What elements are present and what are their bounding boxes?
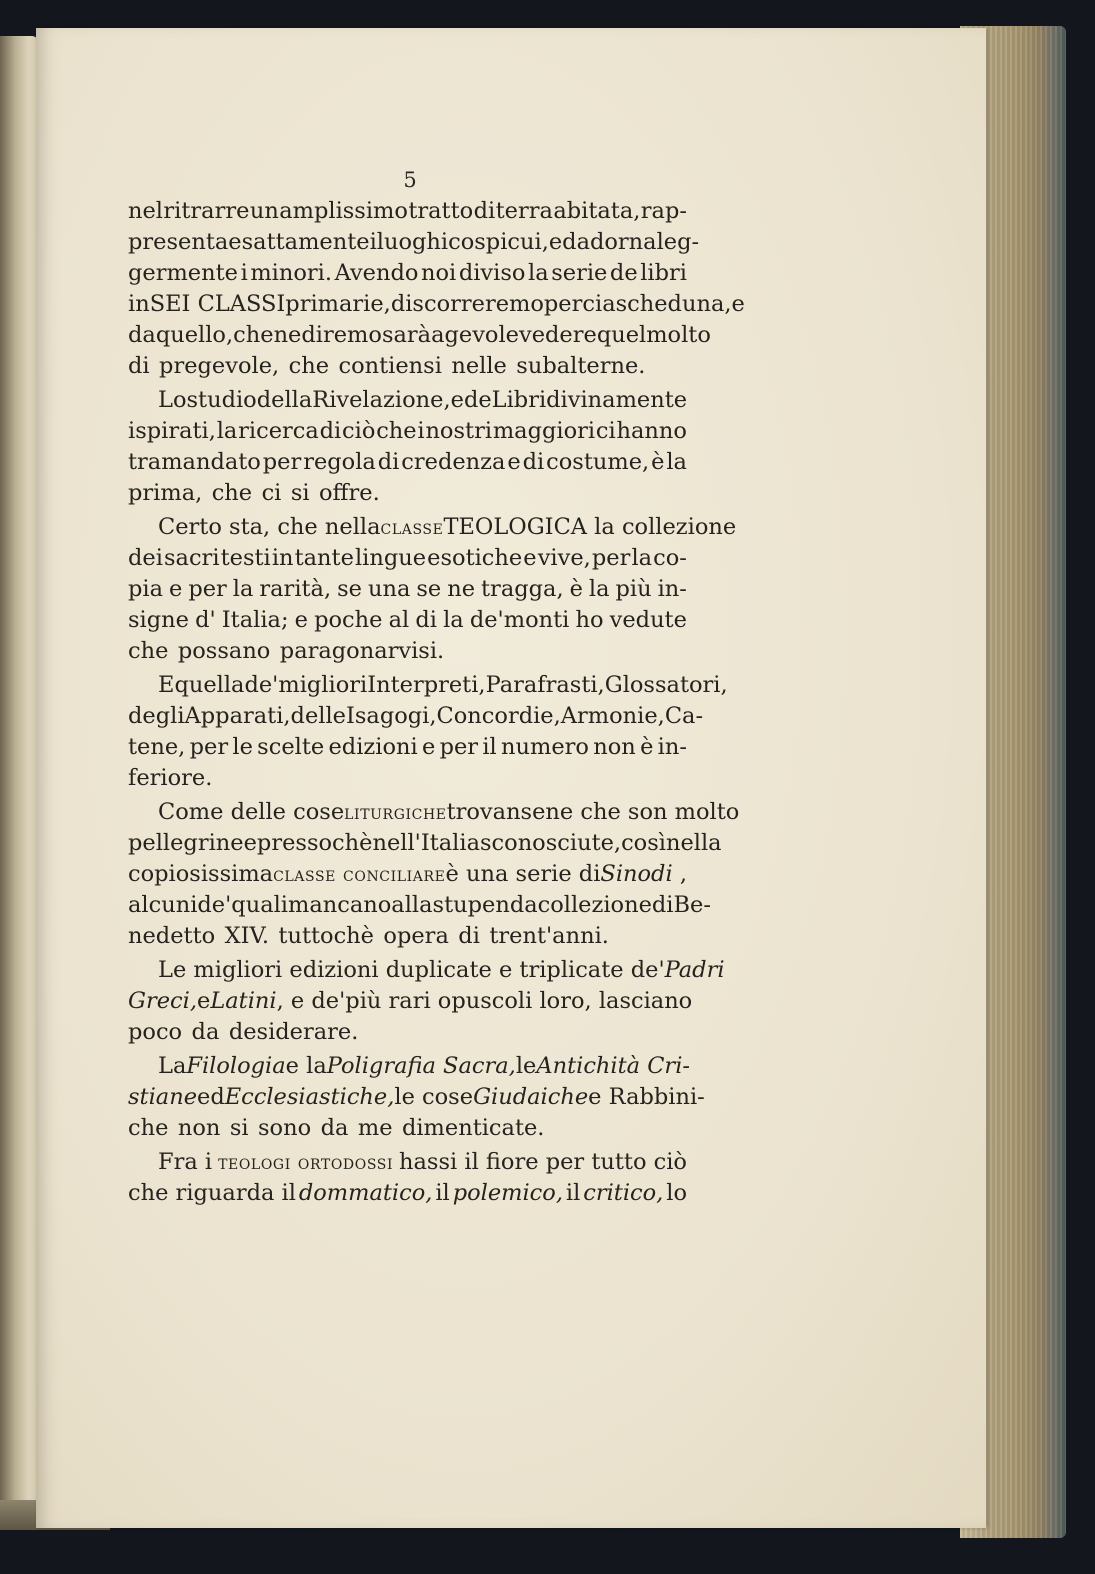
word: e bbox=[243, 830, 257, 856]
word: dimenticate. bbox=[401, 1115, 545, 1141]
word: diviso bbox=[458, 260, 526, 286]
word: terra bbox=[495, 198, 553, 224]
word: e bbox=[450, 387, 464, 413]
text-line bbox=[128, 351, 687, 382]
text-line bbox=[128, 1082, 705, 1113]
word: di bbox=[458, 923, 480, 949]
word: collezione bbox=[537, 892, 652, 918]
word: un bbox=[249, 198, 279, 224]
text-line bbox=[128, 797, 740, 828]
word: E bbox=[158, 672, 175, 698]
word: esattamente bbox=[228, 229, 370, 255]
word: nostri bbox=[425, 418, 493, 444]
small-caps-term: teologi ortodossi bbox=[218, 1150, 394, 1174]
word: cospicui, bbox=[448, 229, 549, 255]
word: primarie, bbox=[285, 291, 391, 317]
word: tante bbox=[294, 545, 354, 571]
word: al bbox=[388, 607, 410, 633]
word: da bbox=[320, 1115, 349, 1141]
word: così bbox=[621, 830, 666, 856]
word: Italia; bbox=[221, 607, 289, 633]
text-segment: le bbox=[515, 1053, 537, 1079]
word: quello, bbox=[155, 322, 234, 348]
word: tragga, bbox=[481, 576, 564, 602]
text-line bbox=[128, 1113, 687, 1144]
text-line bbox=[128, 1017, 687, 1048]
word: pregevole, bbox=[159, 353, 280, 379]
word: e bbox=[169, 576, 183, 602]
word: studio bbox=[186, 387, 257, 413]
word: de bbox=[609, 260, 638, 286]
italic-term: Filologia bbox=[186, 1053, 286, 1079]
paragraph-1 bbox=[128, 196, 745, 382]
text-segment: che riguarda il bbox=[128, 1180, 296, 1206]
word: in- bbox=[657, 734, 687, 760]
italic-term: Greci, bbox=[128, 988, 197, 1014]
word: divinamente bbox=[546, 387, 688, 413]
word: non bbox=[177, 1115, 221, 1141]
text-segment: lo bbox=[666, 1180, 687, 1206]
word: tene, bbox=[128, 734, 186, 760]
word: per bbox=[188, 576, 227, 602]
word: de'monti bbox=[469, 607, 570, 633]
word: la bbox=[528, 260, 549, 286]
word: degli bbox=[128, 703, 185, 729]
word: paragonarvisi. bbox=[279, 638, 445, 664]
text-line bbox=[128, 258, 687, 289]
word: in bbox=[271, 545, 294, 571]
text-segment: TEOLOGICA la collezione bbox=[443, 514, 737, 540]
word: e bbox=[507, 449, 521, 475]
word: d' bbox=[195, 607, 216, 633]
word: nell'Italia bbox=[372, 830, 480, 856]
word: e bbox=[294, 607, 308, 633]
word: è bbox=[640, 734, 654, 760]
word: da bbox=[128, 322, 156, 348]
word: Isagogi, bbox=[345, 703, 437, 729]
word: pellegrine bbox=[128, 830, 244, 856]
word: si bbox=[290, 480, 310, 506]
word: maggiori bbox=[492, 418, 596, 444]
word: diremo bbox=[301, 322, 382, 348]
word: per bbox=[189, 734, 229, 760]
italic-term: Sinodi bbox=[600, 861, 673, 887]
word: ciascheduna, bbox=[582, 291, 732, 317]
text-line bbox=[128, 416, 687, 447]
text-segment: le cose bbox=[394, 1084, 474, 1110]
word: quella bbox=[174, 672, 245, 698]
word: noi bbox=[421, 260, 457, 286]
small-caps-term: classe bbox=[380, 515, 444, 539]
word: pressochè bbox=[256, 830, 373, 856]
word: Armonie, bbox=[560, 703, 665, 729]
text-segment: Certo sta, che nella bbox=[158, 514, 381, 540]
word: ed bbox=[548, 229, 577, 255]
word: de'migliori bbox=[244, 672, 368, 698]
paragraph-2 bbox=[128, 385, 687, 509]
word: desiderare. bbox=[228, 1019, 359, 1045]
italic-term: Padri bbox=[664, 957, 725, 983]
text-segment: ed bbox=[197, 1084, 225, 1110]
word: feriore. bbox=[128, 765, 213, 791]
word: per bbox=[262, 449, 302, 475]
word: vedute bbox=[609, 607, 687, 633]
word: Parafrasti, bbox=[485, 672, 605, 698]
word: una bbox=[367, 576, 411, 602]
word: Be- bbox=[673, 892, 711, 918]
text-line bbox=[128, 543, 687, 574]
word: lingue bbox=[354, 545, 427, 571]
word: nedetto bbox=[128, 923, 216, 949]
word: ciò bbox=[342, 418, 376, 444]
text-line bbox=[128, 701, 704, 732]
word: Glossatori, bbox=[604, 672, 728, 698]
text-line bbox=[128, 828, 722, 859]
text-line bbox=[128, 1051, 690, 1082]
word: che bbox=[233, 322, 274, 348]
word: co- bbox=[653, 545, 687, 571]
text-line bbox=[128, 196, 687, 227]
word: la bbox=[631, 545, 653, 571]
word: pia bbox=[128, 576, 164, 602]
word: regola bbox=[303, 449, 376, 475]
text-line bbox=[128, 636, 687, 667]
text-line bbox=[128, 1178, 687, 1209]
word: sono bbox=[258, 1115, 312, 1141]
word: la bbox=[232, 576, 254, 602]
word: amplissimo bbox=[279, 198, 408, 224]
text-segment: e Rabbini- bbox=[588, 1084, 705, 1110]
text-segment: e la bbox=[285, 1053, 327, 1079]
word: quel bbox=[596, 322, 647, 348]
word: per bbox=[439, 734, 479, 760]
word: più bbox=[615, 576, 652, 602]
italic-term: Giudaiche bbox=[473, 1084, 589, 1110]
italic-term: Poligrafia Sacra, bbox=[326, 1053, 516, 1079]
text-line bbox=[128, 385, 687, 416]
word: la bbox=[666, 449, 687, 475]
word: Ca- bbox=[664, 703, 704, 729]
word: che bbox=[211, 480, 253, 506]
italic-term: polemico, bbox=[452, 1180, 563, 1206]
word: stupenda bbox=[432, 892, 538, 918]
word: possano bbox=[177, 638, 271, 664]
word: costume, bbox=[546, 449, 650, 475]
word: se bbox=[337, 576, 362, 602]
text-line bbox=[128, 1147, 687, 1178]
word: di bbox=[377, 449, 400, 475]
italic-term: Latini bbox=[210, 988, 277, 1014]
word: edizioni bbox=[328, 734, 418, 760]
word: mancano bbox=[288, 892, 392, 918]
word: minori. bbox=[250, 260, 333, 286]
word: SEI CLASSI bbox=[149, 291, 286, 317]
text-line bbox=[128, 227, 700, 258]
text-line bbox=[128, 289, 745, 320]
word: che bbox=[128, 638, 169, 664]
word: sacri bbox=[164, 545, 220, 571]
word: presenta bbox=[128, 229, 229, 255]
word: germente bbox=[128, 260, 238, 286]
word: XIV. bbox=[224, 923, 269, 949]
word: trent'anni. bbox=[489, 923, 609, 949]
text-segment: , e de'più rari opuscoli loro, lasciano bbox=[276, 988, 693, 1014]
word: ci bbox=[261, 480, 282, 506]
text-segment: La bbox=[158, 1053, 187, 1079]
text-line bbox=[128, 605, 687, 636]
word: Concordie, bbox=[436, 703, 561, 729]
text-segment: è una serie di bbox=[445, 861, 601, 887]
word: dei bbox=[128, 545, 163, 571]
word: signe bbox=[128, 607, 189, 633]
text-line bbox=[128, 890, 711, 921]
word: testi bbox=[220, 545, 271, 571]
word: i bbox=[369, 229, 377, 255]
paragraph-3 bbox=[128, 512, 737, 667]
word: la bbox=[443, 607, 464, 633]
text-segment: Le migliori edizioni duplicate e triplicate de' bbox=[158, 957, 665, 983]
word: Libri bbox=[491, 387, 547, 413]
text-line bbox=[128, 921, 687, 952]
word: alla bbox=[391, 892, 433, 918]
word: la bbox=[216, 418, 238, 444]
word: se bbox=[416, 576, 442, 602]
word: scelte bbox=[257, 734, 325, 760]
paragraph-6 bbox=[128, 955, 725, 1048]
word: per bbox=[591, 545, 631, 571]
text-line bbox=[128, 512, 737, 543]
word: Avendo bbox=[334, 260, 419, 286]
word: ci bbox=[595, 418, 616, 444]
word: rap- bbox=[640, 198, 687, 224]
text-segment: Come delle cose bbox=[158, 799, 345, 825]
italic-term: Ecclesiastiche, bbox=[224, 1084, 395, 1110]
text-line bbox=[128, 732, 687, 763]
word: tratto bbox=[408, 198, 474, 224]
word: alcuni bbox=[128, 892, 198, 918]
word: opera bbox=[383, 923, 449, 949]
text-line bbox=[128, 859, 687, 890]
word: agevole bbox=[431, 322, 519, 348]
word: numero bbox=[501, 734, 589, 760]
word: ispirati, bbox=[128, 418, 216, 444]
word: in bbox=[128, 291, 150, 317]
word: Apparati, bbox=[184, 703, 291, 729]
word: ritrarre bbox=[163, 198, 250, 224]
word: tuttochè bbox=[278, 923, 374, 949]
small-caps-term: classe conciliare bbox=[273, 862, 446, 886]
text-segment: il bbox=[565, 1180, 581, 1206]
word: di bbox=[128, 353, 150, 379]
word: e bbox=[731, 291, 745, 317]
italic-term: critico, bbox=[583, 1180, 664, 1206]
word: e bbox=[421, 734, 436, 760]
word: Rivelazione, bbox=[312, 387, 451, 413]
word: offre. bbox=[319, 480, 380, 506]
word: abitata, bbox=[553, 198, 641, 224]
text-segment: copiosissima bbox=[128, 861, 274, 887]
book-page bbox=[36, 28, 986, 1528]
word: vive, bbox=[537, 545, 591, 571]
word: la bbox=[588, 576, 610, 602]
text-segment: hassi il fiore per tutto ciò bbox=[399, 1149, 687, 1175]
word: da bbox=[191, 1019, 220, 1045]
word: per bbox=[543, 291, 583, 317]
word: hanno bbox=[616, 418, 687, 444]
word: di bbox=[415, 607, 437, 633]
word: non bbox=[593, 734, 636, 760]
page-number: 5 bbox=[403, 168, 417, 192]
word: che bbox=[128, 1115, 169, 1141]
word: nelle bbox=[451, 353, 507, 379]
word: sarà bbox=[381, 322, 432, 348]
word: che bbox=[376, 418, 417, 444]
word: ne bbox=[273, 322, 302, 348]
text-segment: e bbox=[197, 988, 211, 1014]
word: sconosciute, bbox=[480, 830, 622, 856]
word: i bbox=[240, 260, 248, 286]
word: serie bbox=[551, 260, 608, 286]
word: de'quali bbox=[197, 892, 288, 918]
word: vedere bbox=[518, 322, 597, 348]
word: delle bbox=[290, 703, 346, 729]
word: rarità, bbox=[259, 576, 332, 602]
word: è bbox=[651, 449, 665, 475]
paragraph-7 bbox=[128, 1051, 705, 1144]
text-line bbox=[128, 320, 711, 351]
small-caps-term: liturgiche bbox=[344, 800, 447, 824]
body-text bbox=[128, 196, 745, 1212]
word: tramandato bbox=[128, 449, 261, 475]
text-line bbox=[128, 574, 687, 605]
word: di bbox=[651, 892, 674, 918]
word: discorreremo bbox=[390, 291, 544, 317]
word: di bbox=[319, 418, 342, 444]
word: poco bbox=[128, 1019, 183, 1045]
word: che bbox=[288, 353, 330, 379]
word: subalterne. bbox=[516, 353, 646, 379]
word: poche bbox=[314, 607, 383, 633]
word: di bbox=[522, 449, 545, 475]
word: libri bbox=[640, 260, 687, 286]
text-line bbox=[128, 763, 687, 794]
text-segment: trovansene che son molto bbox=[446, 799, 740, 825]
paragraph-8 bbox=[128, 1147, 687, 1209]
word: di bbox=[473, 198, 496, 224]
text-line bbox=[128, 478, 687, 509]
word: ne bbox=[447, 576, 476, 602]
word: molto bbox=[646, 322, 711, 348]
text-segment: Fra i bbox=[158, 1149, 213, 1175]
text-segment: il bbox=[435, 1180, 450, 1206]
italic-term: stiane bbox=[128, 1084, 198, 1110]
text-line bbox=[128, 955, 725, 986]
word: adorna bbox=[576, 229, 657, 255]
left-page-edge bbox=[0, 36, 38, 1530]
word: credenza bbox=[401, 449, 506, 475]
word: esotiche bbox=[427, 545, 523, 571]
word: me bbox=[357, 1115, 393, 1141]
word: il bbox=[482, 734, 497, 760]
word: è bbox=[569, 576, 583, 602]
word: nel bbox=[128, 198, 164, 224]
word: i bbox=[417, 418, 425, 444]
word: e bbox=[523, 545, 537, 571]
word: della bbox=[256, 387, 313, 413]
text-line bbox=[128, 447, 687, 478]
word: prima, bbox=[128, 480, 203, 506]
word: in- bbox=[657, 576, 687, 602]
paragraph-5 bbox=[128, 797, 740, 952]
italic-term: Antichità Cri- bbox=[536, 1053, 690, 1079]
word: de bbox=[463, 387, 492, 413]
word: nella bbox=[665, 830, 722, 856]
text-line bbox=[128, 670, 728, 701]
word: ricerca bbox=[238, 418, 319, 444]
word: si bbox=[229, 1115, 249, 1141]
text-line bbox=[128, 986, 693, 1017]
italic-term: dommatico, bbox=[298, 1180, 433, 1206]
word: leg- bbox=[656, 229, 700, 255]
text-segment: , bbox=[679, 861, 687, 887]
paragraph-4 bbox=[128, 670, 728, 794]
word: Interpreti, bbox=[367, 672, 486, 698]
word: Lo bbox=[158, 387, 187, 413]
word: luoghi bbox=[376, 229, 449, 255]
word: contiensi bbox=[338, 353, 442, 379]
word: le bbox=[232, 734, 253, 760]
word: ho bbox=[575, 607, 604, 633]
